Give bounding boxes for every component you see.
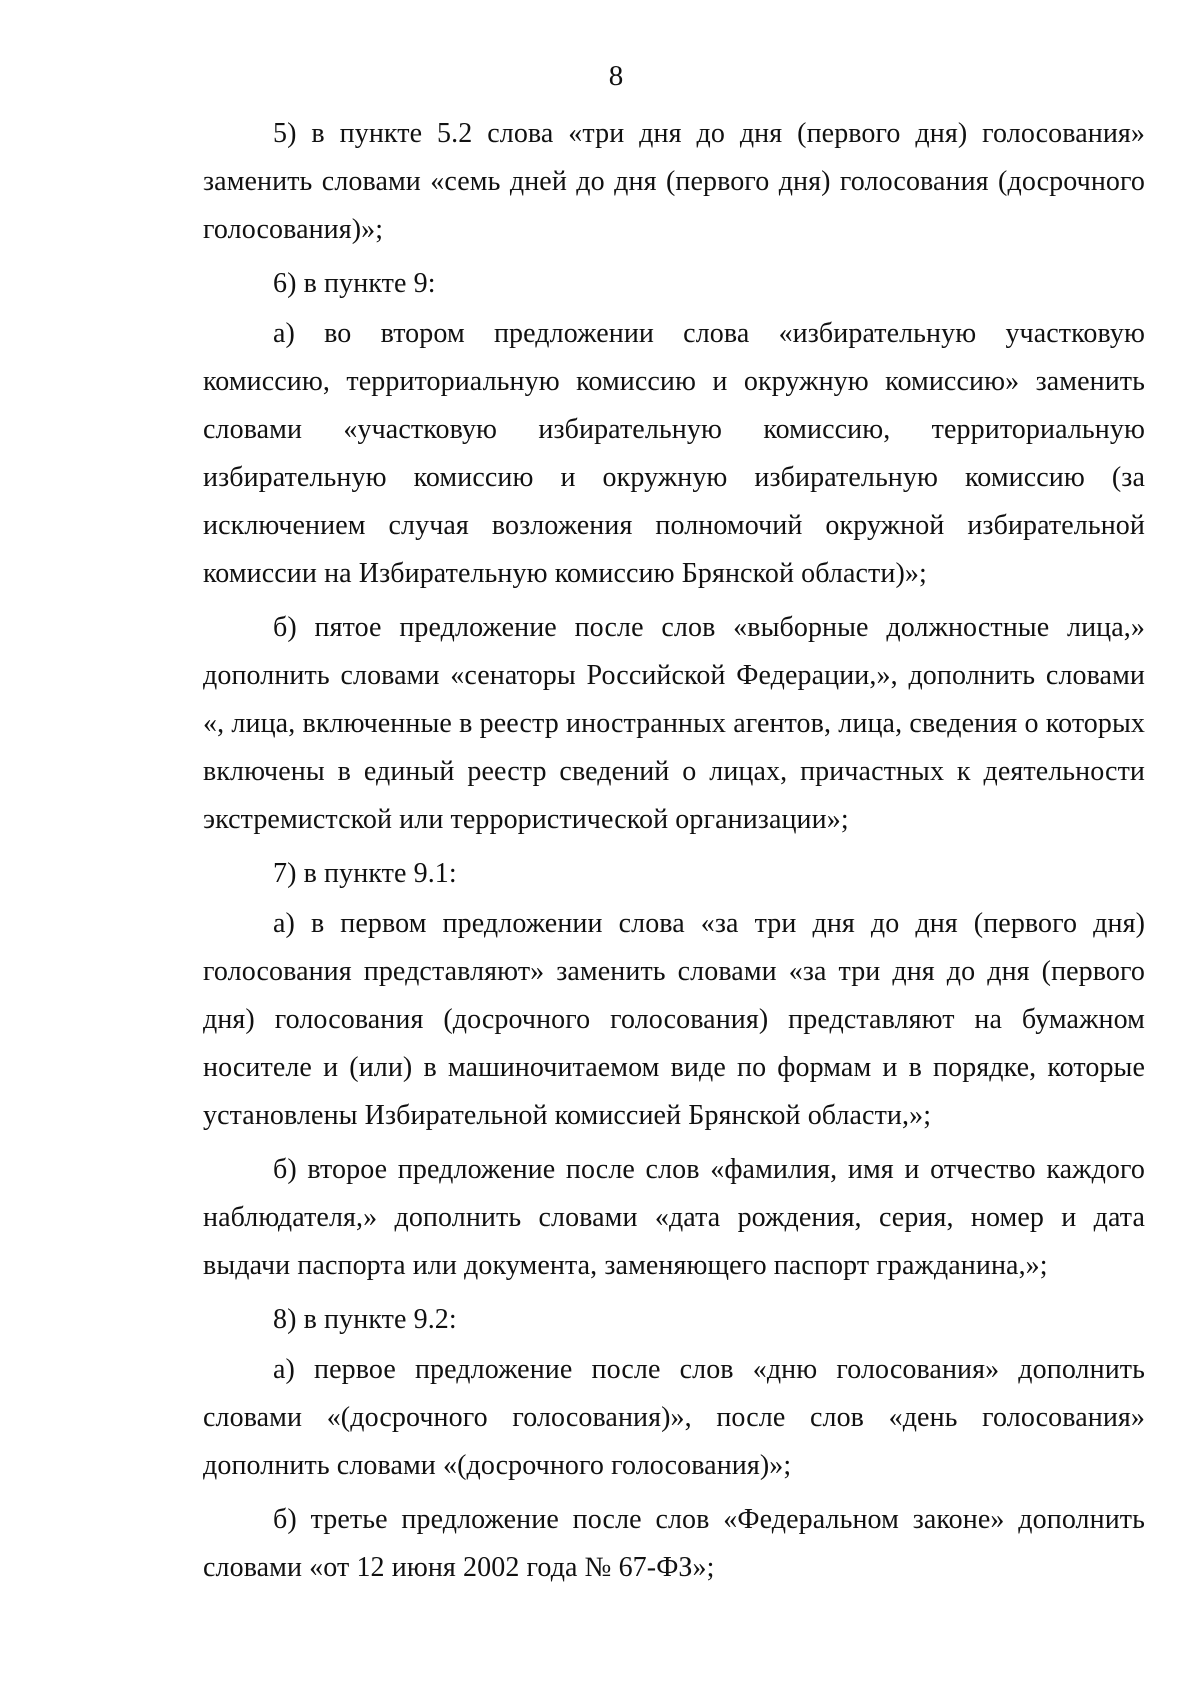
page-number: 8 bbox=[608, 60, 624, 92]
paragraph-item-7a: а) в первом предложении слова «за три дня до дня (первого дня) голосования представляют» заменить словами «за три дня до дня (первого дня) голосования (досрочного голосования) представляют на бумажном носителе и (или) в машиночитаемом виде по формам и в порядке, которые установлены Избирательной комиссией Брянской области,»; bbox=[203, 908, 1145, 1131]
paragraph-item-6b: б) пятое предложение после слов «выборные должностные лица,» дополнить словами «сенаторы Российской Федерации,», дополнить словами «, лица, включенные в реестр иностранных агентов, лица, сведения о которых включены в единый реестр сведений о лицах, причастных к деятельности экстремистской или террористической организации»; bbox=[203, 612, 1145, 835]
document-body bbox=[203, 110, 1145, 1598]
paragraph-item-6a: а) во втором предложении слова «избирательную участковую комиссию, территориальную комиссию и окружную комиссию» заменить словами «участковую избирательную комиссию, территориальную избирательную комиссию и окружную избирательную комиссию (за исключением случая возложения полномочий окружной избирательной комиссии на Избирательную комиссию Брянской области)»; bbox=[203, 318, 1145, 589]
paragraph-item-8a: а) первое предложение после слов «дню голосования» дополнить словами «(досрочного голосования)», после слов «день голосования» дополнить словами «(досрочного голосования)»; bbox=[203, 1354, 1145, 1481]
paragraph-item-5: 5) в пункте 5.2 слова «три дня до дня (первого дня) голосования» заменить словами «семь дней до дня (первого дня) голосования (досрочного голосования)»; bbox=[203, 118, 1145, 245]
paragraph-item-7-heading: 7) в пункте 9.1: bbox=[273, 858, 457, 889]
paragraph-item-8b: б) третье предложение после слов «Федеральном законе» дополнить словами «от 12 июня 2002 года № 67-ФЗ»; bbox=[203, 1504, 1145, 1583]
paragraph-item-6-heading: 6) в пункте 9: bbox=[273, 268, 436, 299]
paragraph-item-8-heading: 8) в пункте 9.2: bbox=[273, 1304, 457, 1335]
paragraph-item-7b: б) второе предложение после слов «фамилия, имя и отчество каждого наблюдателя,» дополнить словами «дата рождения, серия, номер и дата выдачи паспорта или документа, заменяющего паспорт гражданина,»; bbox=[203, 1154, 1145, 1281]
